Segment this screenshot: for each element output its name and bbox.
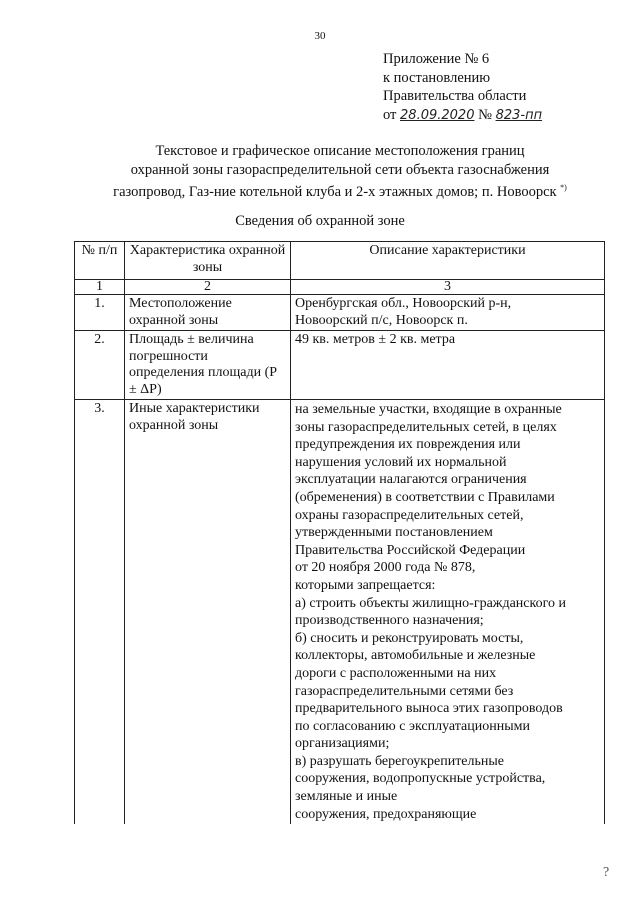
- description-line: на земельные участки, входящие в охранные: [295, 402, 562, 417]
- title-line-3: [80, 179, 600, 201]
- description-line: предварительного выноса этих газопроводов: [295, 701, 563, 717]
- title-line-1: Текстовое и графическое описание местоположения границ: [155, 143, 525, 159]
- header-cell-description: Описание характеристики: [291, 242, 605, 280]
- description-line: Правительства Российской Федерации: [295, 542, 526, 558]
- row-number: 3.: [75, 400, 125, 825]
- appendix-header: [383, 50, 542, 125]
- description-line: производственного назначения;: [295, 613, 484, 629]
- column-number-3: 3: [291, 280, 605, 295]
- description-line: организациями;: [295, 736, 390, 752]
- description-line: зоны газораспределительных сетей, в целях: [295, 419, 557, 435]
- row-characteristic: Местоположение охранной зоны: [125, 295, 291, 331]
- description-line: б) сносить и реконструировать мосты,: [295, 630, 524, 646]
- section-subtitle: Сведения об охранной зоне: [235, 213, 405, 229]
- appendix-line-1: Приложение № 6: [383, 51, 490, 67]
- title-line-3-text: газопровод, Газ-ние котельной клуба и 2-х этажных домов; п. Новоорск: [113, 183, 557, 200]
- document-title: [80, 142, 600, 201]
- corner-mark: ?: [603, 865, 610, 880]
- resolution-number: 823-пп: [495, 107, 543, 123]
- from-label: от: [383, 106, 397, 123]
- table-row: [75, 400, 605, 825]
- column-number-row: [75, 280, 605, 295]
- row-number: 1.: [75, 295, 125, 331]
- header-cell-characteristic: Характеристика охранной зоны: [125, 242, 291, 280]
- description-line: утвержденными постановлением: [295, 525, 493, 541]
- description-line: земляные и иные: [295, 789, 398, 805]
- description-line: 49 кв. метров ± 2 кв. метра: [295, 332, 456, 347]
- row-number: 2.: [75, 331, 125, 400]
- table-row: [75, 295, 605, 331]
- title-line-2: охранной зоны газораспределительной сети объекта газоснабжения: [130, 161, 550, 178]
- resolution-date: 28.09.2020: [400, 107, 475, 123]
- appendix-line-3: Правительства области: [383, 88, 527, 104]
- appendix-line-4: [383, 106, 542, 126]
- page-number: 30: [314, 30, 326, 42]
- row-characteristic: Иные характеристики охранной зоны: [125, 400, 291, 825]
- description-line: дороги с расположенными на них: [295, 665, 497, 681]
- row-characteristic: Площадь ± величина погрешности определения площади (P ± ΔP): [125, 331, 291, 400]
- description-line: Новоорский п/с, Новоорск п.: [295, 312, 468, 328]
- description-line: Оренбургская обл., Новоорский р-н,: [295, 296, 512, 311]
- column-number-1: 1: [75, 280, 125, 295]
- description-line: газораспределительными сетями без: [295, 683, 514, 699]
- column-number-2: 2: [125, 280, 291, 295]
- description-line: нарушения условий их нормальной: [295, 454, 507, 470]
- row-description: [291, 400, 605, 825]
- description-line: сооружения, водопропускные устройства,: [295, 771, 546, 787]
- description-line: от 20 ноября 2000 года № 878,: [295, 560, 476, 576]
- footnote-mark: *): [560, 183, 567, 192]
- description-line: предупреждения их повреждения или: [295, 437, 521, 453]
- header-cell-number: № п/п: [75, 242, 125, 280]
- row-description: [291, 295, 605, 331]
- table-row: [75, 331, 605, 400]
- description-line: в) разрушать берегоукрепительные: [295, 753, 505, 769]
- description-line: сооружения, предохраняющие: [295, 806, 477, 822]
- protection-zone-table: [74, 241, 605, 824]
- description-line: (обременения) в соответствии с Правилами: [295, 489, 555, 505]
- appendix-line-2: к постановлению: [383, 69, 491, 86]
- description-line: которыми запрещается:: [295, 577, 436, 593]
- description-line: а) строить объекты жилищно-гражданского и: [295, 595, 566, 611]
- description-line: охраны газораспределительных сетей,: [295, 507, 524, 523]
- table-header-row: [75, 242, 605, 280]
- description-line: коллекторы, автомобильные и железные: [295, 648, 536, 664]
- number-label: №: [478, 106, 492, 123]
- row-description: [291, 331, 605, 400]
- description-line: эксплуатации налагаются ограничения: [295, 472, 527, 488]
- description-line: по согласованию с эксплуатационными: [295, 718, 530, 734]
